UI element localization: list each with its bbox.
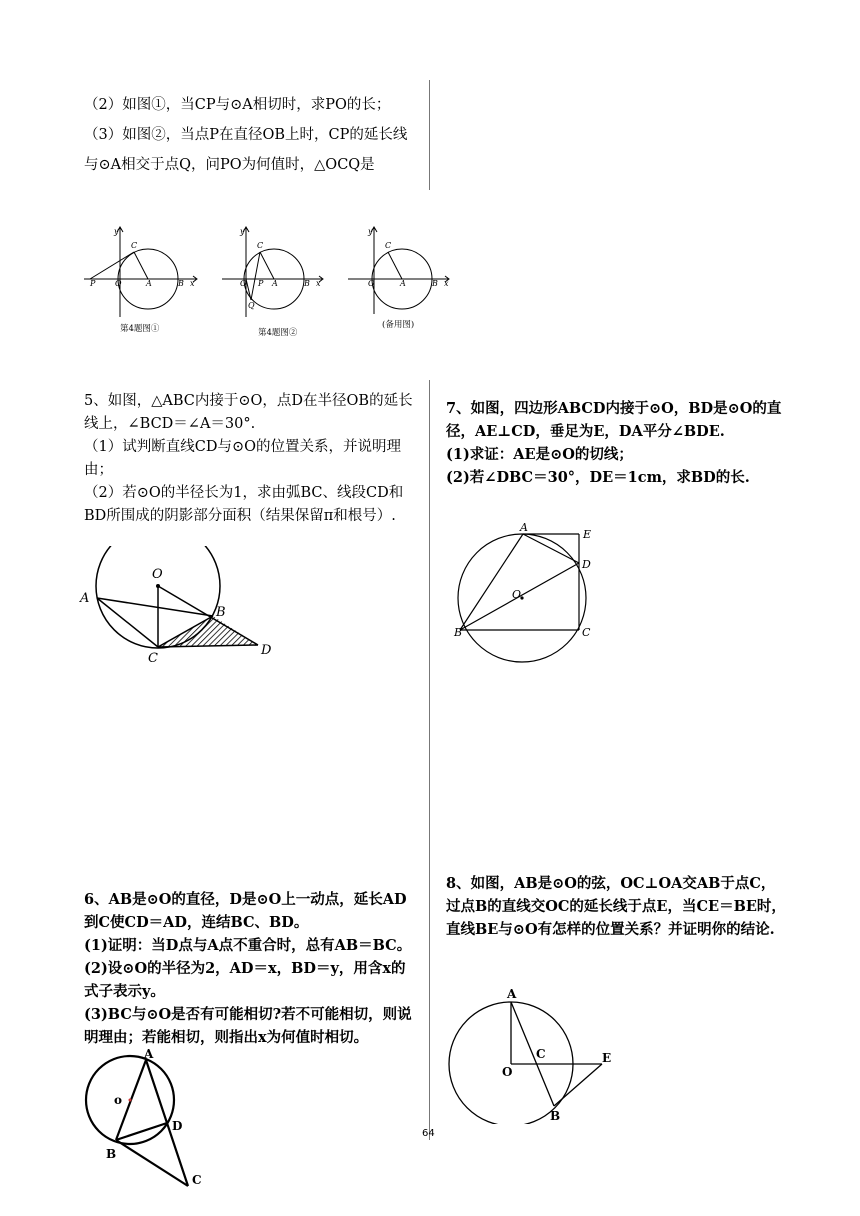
problem6-line4: (3)BC与⊙O是否有可能相切?若不可能相切，则说明理由；若能相切，则指出x为何值时相切。 — [84, 1006, 412, 1046]
label-C: C — [131, 241, 138, 250]
problem5-text — [84, 390, 420, 528]
label-A: A — [507, 987, 517, 1001]
label-o: o — [114, 1093, 123, 1107]
label-x: x — [444, 279, 449, 288]
label-A: A — [400, 279, 406, 288]
label-C: C — [582, 626, 591, 639]
label-B: B — [216, 605, 226, 620]
label-A: A — [144, 1047, 154, 1061]
label-y: y — [114, 227, 119, 236]
problem4-fig1-caption: 第4题图① — [120, 324, 160, 334]
problem4-fig2-caption: 第4题图② — [258, 328, 298, 338]
label-B: B — [106, 1147, 117, 1161]
label-A: A — [146, 279, 152, 288]
label-A: A — [520, 521, 528, 534]
label-O: O — [115, 279, 122, 288]
problem6-figure — [84, 1042, 234, 1192]
problem5-figure — [76, 546, 286, 666]
problem6-line2: (1)证明：当D点与A点不重合时，总有AB＝BC。 — [84, 937, 412, 954]
label-B: B — [550, 1109, 561, 1123]
label-D: D — [261, 643, 272, 658]
problem6-text — [84, 888, 420, 1049]
label-A: A — [80, 591, 90, 606]
label-P: P — [90, 279, 96, 288]
label-E: E — [583, 528, 592, 541]
problem4-part3: （3）如图②，当点P在直径OB上时，CP的延长线与⊙A相交于点Q，问PO为何值时，△OCQ是 — [84, 127, 408, 173]
label-O: O — [240, 279, 247, 288]
problem4-figure1 — [84, 222, 204, 322]
column-divider-bottom — [429, 380, 430, 1140]
label-D: D — [172, 1119, 183, 1133]
problem4-part2: （2）如图①，当CP与⊙A相切时，求PO的长； — [84, 97, 391, 113]
label-C: C — [385, 241, 392, 250]
label-C: C — [148, 651, 158, 666]
page-number: 64 — [422, 1128, 435, 1139]
problem6-line3: (2)设⊙O的半径为2，AD＝x，BD＝y，用含x的式子表示y。 — [84, 960, 406, 1000]
label-P: P — [258, 279, 264, 288]
label-y: y — [368, 227, 373, 236]
problem8-text — [446, 872, 786, 941]
label-O: O — [502, 1065, 513, 1079]
label-B: B — [432, 279, 438, 288]
problem4-fig3-caption: (备用图) — [382, 320, 415, 330]
label-x: x — [316, 279, 321, 288]
label-C: C — [192, 1173, 202, 1187]
label-B: B — [454, 626, 463, 639]
problem7-figure — [450, 518, 610, 668]
problem7-text — [446, 397, 786, 489]
problem5-line1: 5、如图，△ABC内接于⊙O，点D在半径OB的延长线上，∠BCD＝∠A＝30°. — [84, 393, 413, 432]
label-B: B — [178, 279, 184, 288]
label-O: O — [512, 588, 522, 601]
column-divider-top — [429, 80, 430, 190]
problem4-figure3 — [344, 222, 454, 322]
label-B: B — [304, 279, 310, 288]
problem5-line2: （1）试判断直线CD与⊙O的位置关系，并说明理由； — [84, 439, 401, 478]
problem8-line1: 8、如图，AB是⊙O的弦，OC⊥OA交AB于点C，过点B的直线交OC的延长线于点E，当CE＝BE时，直线BE与⊙O有怎样的位置关系？并证明你的结论. — [446, 875, 786, 938]
problem4-figure2 — [218, 222, 328, 322]
label-O: O — [368, 279, 375, 288]
problem7-line2: (1)求证：AE是⊙O的切线； — [446, 446, 633, 463]
label-D: D — [582, 558, 591, 571]
problem5-line3: （2）若⊙O的半径长为1，求由弧BC、线段CD和BD所围成的阴影部分面积（结果保留π和根号）. — [84, 485, 404, 524]
label-Q: Q — [248, 301, 255, 310]
label-C: C — [536, 1047, 546, 1061]
label-C: C — [257, 241, 264, 250]
label-A: A — [272, 279, 278, 288]
label-y: y — [240, 227, 245, 236]
label-O: O — [152, 567, 163, 582]
problem8-figure — [440, 984, 620, 1124]
label-E: E — [602, 1051, 612, 1065]
problem7-line1: 7、如图，四边形ABCD内接于⊙O，BD是⊙O的直径，AE⊥CD，垂足为E，DA平分∠BDE. — [446, 400, 782, 440]
problem6-line1: 6、AB是⊙O的直径，D是⊙O上一动点，延长AD到C使CD＝AD，连结BC、BD。 — [84, 891, 407, 931]
problem7-line3: (2)若∠DBC＝30°，DE＝1cm，求BD的长. — [446, 469, 750, 486]
label-x: x — [190, 279, 195, 288]
problem4-text — [84, 90, 420, 210]
